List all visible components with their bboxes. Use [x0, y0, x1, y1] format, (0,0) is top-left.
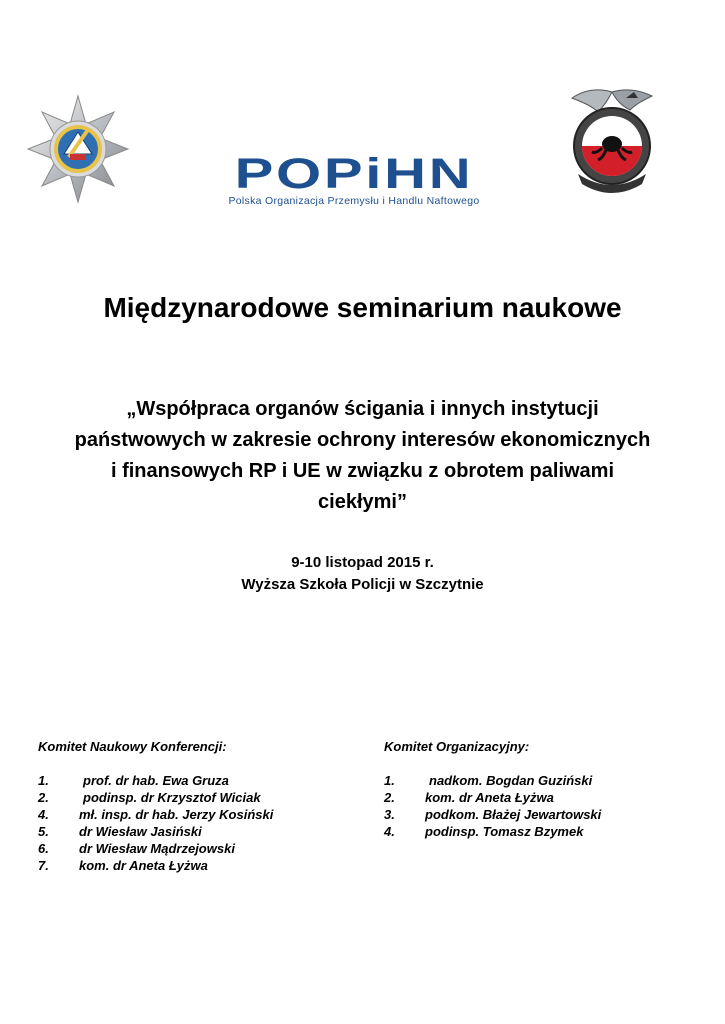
list-item-name: kom. dr Aneta Łyżwa — [425, 790, 554, 805]
seminar-topic — [40, 394, 685, 518]
organizing-committee-heading: Komitet Organizacyjny: — [384, 739, 530, 754]
list-item-number: 3. — [384, 807, 395, 822]
cbs-eagle-badge-icon — [556, 84, 668, 198]
list-item-name: nadkom. Bogdan Guziński — [429, 773, 593, 788]
list-item-name: prof. dr hab. Ewa Gruza — [83, 773, 229, 788]
list-item — [38, 789, 358, 806]
list-item-name: podkom. Błażej Jewartowski — [425, 807, 602, 822]
page-title: Międzynarodowe seminarium naukowe — [103, 292, 622, 323]
list-item-number: 2. — [384, 790, 395, 805]
list-item — [38, 772, 358, 789]
seminar-place: Wyższa Szkoła Policji w Szczytnie — [241, 576, 484, 593]
list-item — [384, 789, 684, 806]
scientific-committee-heading: Komitet Naukowy Konferencji: — [38, 739, 227, 754]
list-item-number: 5. — [38, 824, 49, 839]
popihn-wordmark: POPiHN — [234, 150, 474, 198]
list-item-name: mł. insp. dr hab. Jerzy Kosiński — [79, 807, 274, 822]
seminar-date: 9-10 listopad 2015 r. — [291, 554, 434, 571]
list-item — [38, 857, 358, 874]
list-item-number: 4. — [38, 807, 49, 822]
list-item-name: podinsp. dr Krzysztof Wiciak — [83, 790, 261, 805]
list-item-name: podinsp. Tomasz Bzymek — [425, 824, 584, 839]
list-item-number: 2. — [38, 790, 49, 805]
popihn-subtitle: Polska Organizacja Przemysłu i Handlu Naftowego — [228, 195, 480, 207]
scientific-committee — [38, 738, 358, 874]
seminar-topic-line: ciekłymi” — [318, 491, 407, 513]
list-item-name: kom. dr Aneta Łyżwa — [79, 858, 208, 873]
popihn-logo — [176, 150, 532, 210]
organizing-committee-list — [384, 772, 684, 840]
seminar-topic-line: i finansowych RP i UE w związku z obrotem paliwami — [110, 460, 615, 482]
list-item — [384, 806, 684, 823]
list-item-number: 6. — [38, 841, 49, 856]
seminar-topic-line: „Współpraca organów ścigania i innych instytucji — [126, 398, 599, 420]
list-item-number: 1. — [38, 773, 49, 788]
list-item-name: dr Wiesław Mądrzejowski — [79, 841, 235, 856]
cbs-logo — [556, 84, 668, 198]
list-item — [384, 823, 684, 840]
list-item — [38, 840, 358, 857]
list-item-number: 7. — [38, 858, 49, 873]
list-item-number: 1. — [384, 773, 395, 788]
list-item-name: dr Wiesław Jasiński — [79, 824, 202, 839]
list-item — [384, 772, 684, 789]
organizing-committee — [384, 738, 684, 840]
scientific-committee-list — [38, 772, 358, 874]
list-item — [38, 806, 358, 823]
list-item — [38, 823, 358, 840]
list-item-number: 4. — [384, 824, 395, 839]
seminar-topic-line: państwowych w zakresie ochrony interesów ekonomicznych — [74, 429, 651, 451]
